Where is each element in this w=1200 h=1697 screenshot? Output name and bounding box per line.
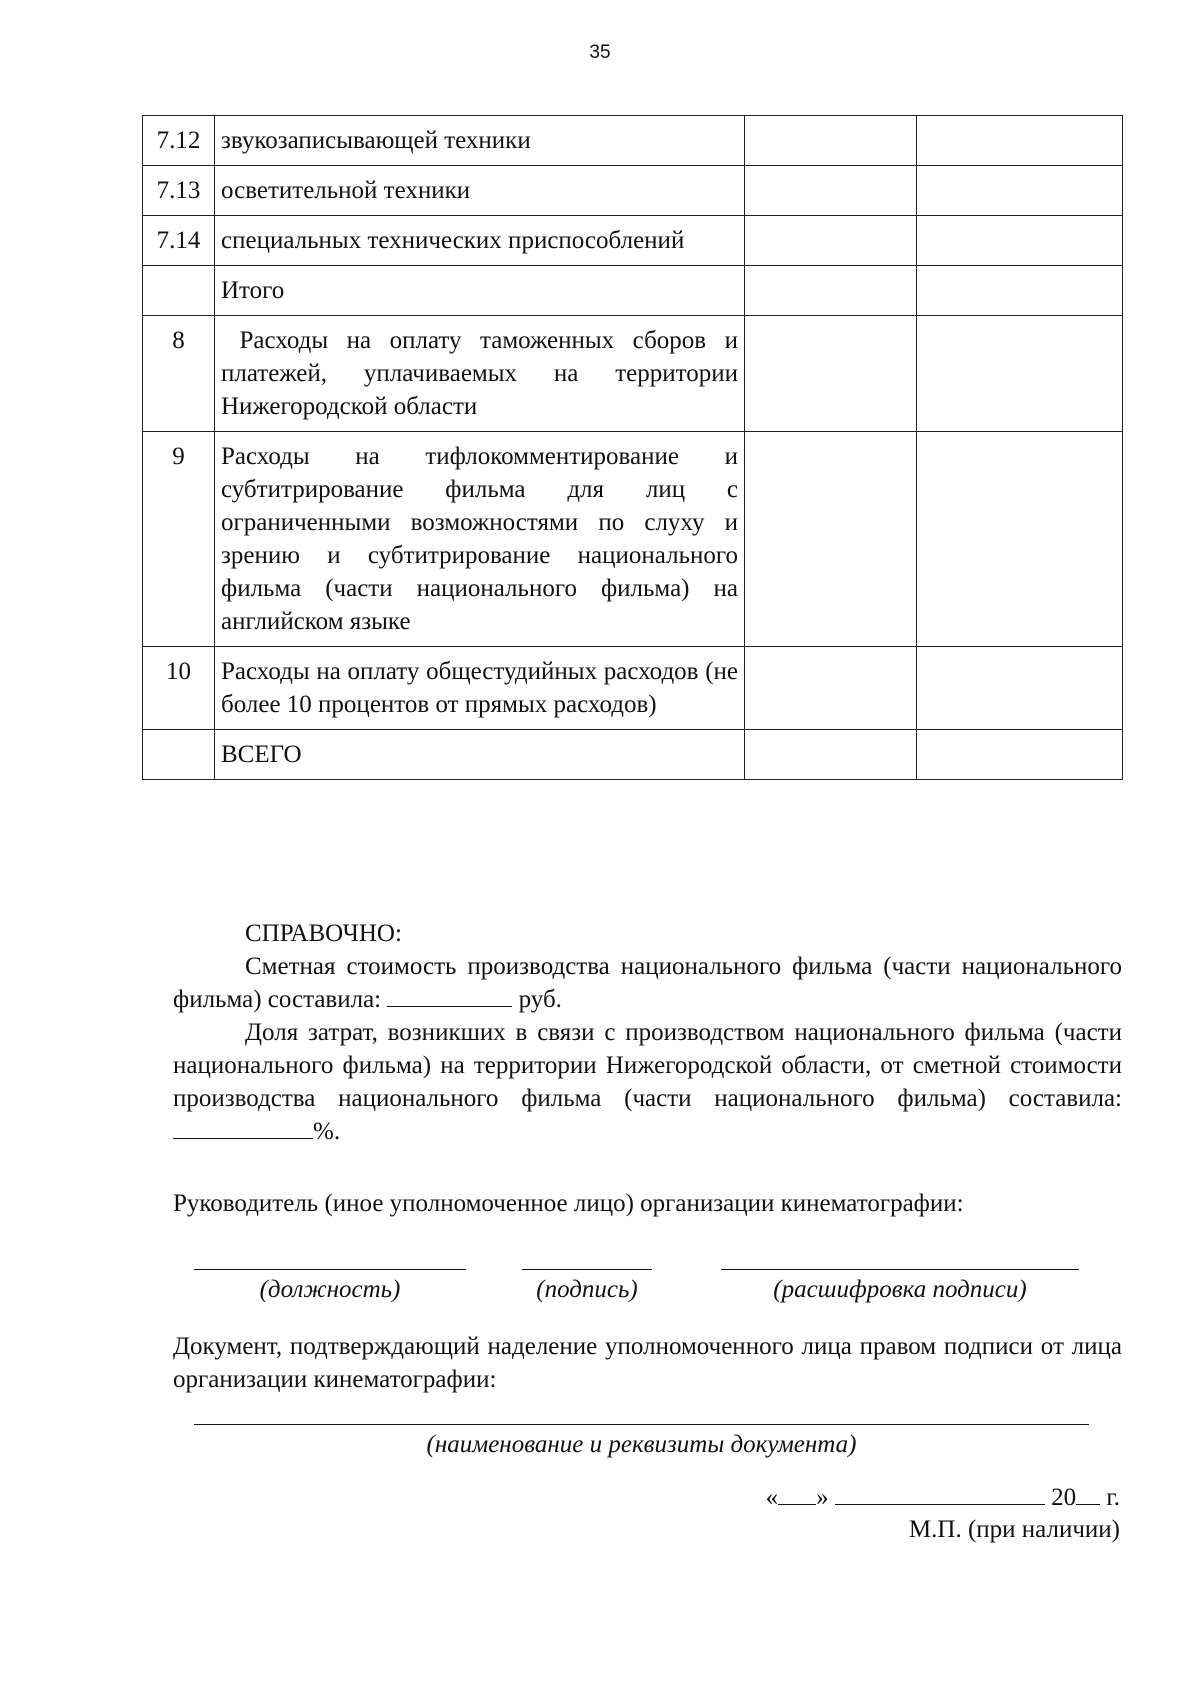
row-number: 10	[143, 647, 215, 730]
year-blank	[1076, 1482, 1100, 1505]
table-row	[143, 166, 1123, 216]
amount-cell	[745, 432, 917, 647]
row-number	[143, 266, 215, 316]
amount-cell	[917, 647, 1123, 730]
decoding-line	[721, 1269, 1079, 1270]
row-description: Расходы на оплату таможенных сборов и платежей, уплачиваемых на территории Нижегородской области	[215, 316, 745, 432]
row-description: специальных технических приспособлений	[215, 216, 745, 266]
estimate-paragraph	[173, 950, 1122, 1016]
amount-cell	[745, 316, 917, 432]
row-number: 8	[143, 316, 215, 432]
amount-cell	[917, 216, 1123, 266]
stamp-note: М.П. (при наличии)	[908, 1516, 1120, 1543]
amount-cell	[917, 116, 1123, 166]
row-description: Итого	[215, 266, 745, 316]
amount-cell	[745, 266, 917, 316]
reference-heading: СПРАВОЧНО:	[245, 920, 402, 947]
estimate-blank	[387, 984, 512, 1007]
reference-section	[173, 917, 1122, 1148]
row-description: ВСЕГО	[215, 730, 745, 780]
row-description: звукозаписывающей техники	[215, 116, 745, 166]
authority-text	[173, 1330, 1122, 1396]
amount-cell	[917, 730, 1123, 780]
table-row	[143, 647, 1123, 730]
day-blank	[778, 1482, 816, 1505]
row-number: 7.12	[143, 116, 215, 166]
table-row	[143, 116, 1123, 166]
open-quote: «	[765, 1484, 779, 1511]
amount-cell	[917, 166, 1123, 216]
estimate-unit: руб.	[512, 986, 562, 1013]
estimate-text: Сметная стоимость производства национального фильма (части национального фильма) составила:	[173, 953, 1122, 1013]
authority-paragraph: Документ, подтверждающий наделение уполномоченного лица правом подписи от лица организации кинематографии:	[173, 1333, 1122, 1393]
position-line	[194, 1269, 466, 1270]
amount-cell	[917, 266, 1123, 316]
share-text: Доля затрат, возникших в связи с производством национального фильма (части национального фильма) на территории Нижегородской области, от сметной стоимости производства национального фильма (части национального фильма) составила:	[173, 1019, 1122, 1112]
table-row	[143, 316, 1123, 432]
amount-cell	[745, 166, 917, 216]
row-number: 7.14	[143, 216, 215, 266]
signature-caption: (подпись)	[536, 1276, 638, 1303]
decoding-caption: (расшифровка подписи)	[773, 1276, 1027, 1303]
amount-cell	[917, 316, 1123, 432]
signature-line	[522, 1269, 652, 1270]
amount-cell	[745, 216, 917, 266]
row-number: 9	[143, 432, 215, 647]
cost-table	[142, 115, 1123, 780]
table-row	[143, 266, 1123, 316]
amount-cell	[917, 432, 1123, 647]
position-caption: (должность)	[259, 1276, 401, 1303]
amount-cell	[745, 647, 917, 730]
row-number: 7.13	[143, 166, 215, 216]
page-number: 35	[589, 42, 611, 63]
row-number	[143, 730, 215, 780]
close-quote: »	[816, 1484, 829, 1511]
year-prefix: 20	[1051, 1484, 1077, 1511]
share-unit: %.	[313, 1118, 341, 1145]
table-row	[143, 730, 1123, 780]
year-suffix: г.	[1100, 1484, 1120, 1511]
share-blank	[173, 1116, 313, 1139]
row-description: Расходы на оплату общестудийных расходов (не более 10 процентов от прямых расходов)	[215, 647, 745, 730]
head-label: Руководитель (иное уполномоченное лицо) организации кинематографии:	[173, 1190, 964, 1217]
row-description: Расходы на тифлокомментирование и субтитрирование фильма для лиц с ограниченными возможностями по слуху и зрению и субтитрирование национального фильма (части национального фильма) на английском языке	[215, 432, 745, 647]
document-line	[194, 1424, 1089, 1425]
month-blank	[835, 1482, 1045, 1505]
amount-cell	[745, 116, 917, 166]
table-row	[143, 432, 1123, 647]
row-description: осветительной техники	[215, 166, 745, 216]
date-line	[700, 1482, 1120, 1512]
share-paragraph	[173, 1016, 1122, 1148]
document-caption: (наименование и реквизиты документа)	[426, 1431, 857, 1458]
table-row	[143, 216, 1123, 266]
amount-cell	[745, 730, 917, 780]
